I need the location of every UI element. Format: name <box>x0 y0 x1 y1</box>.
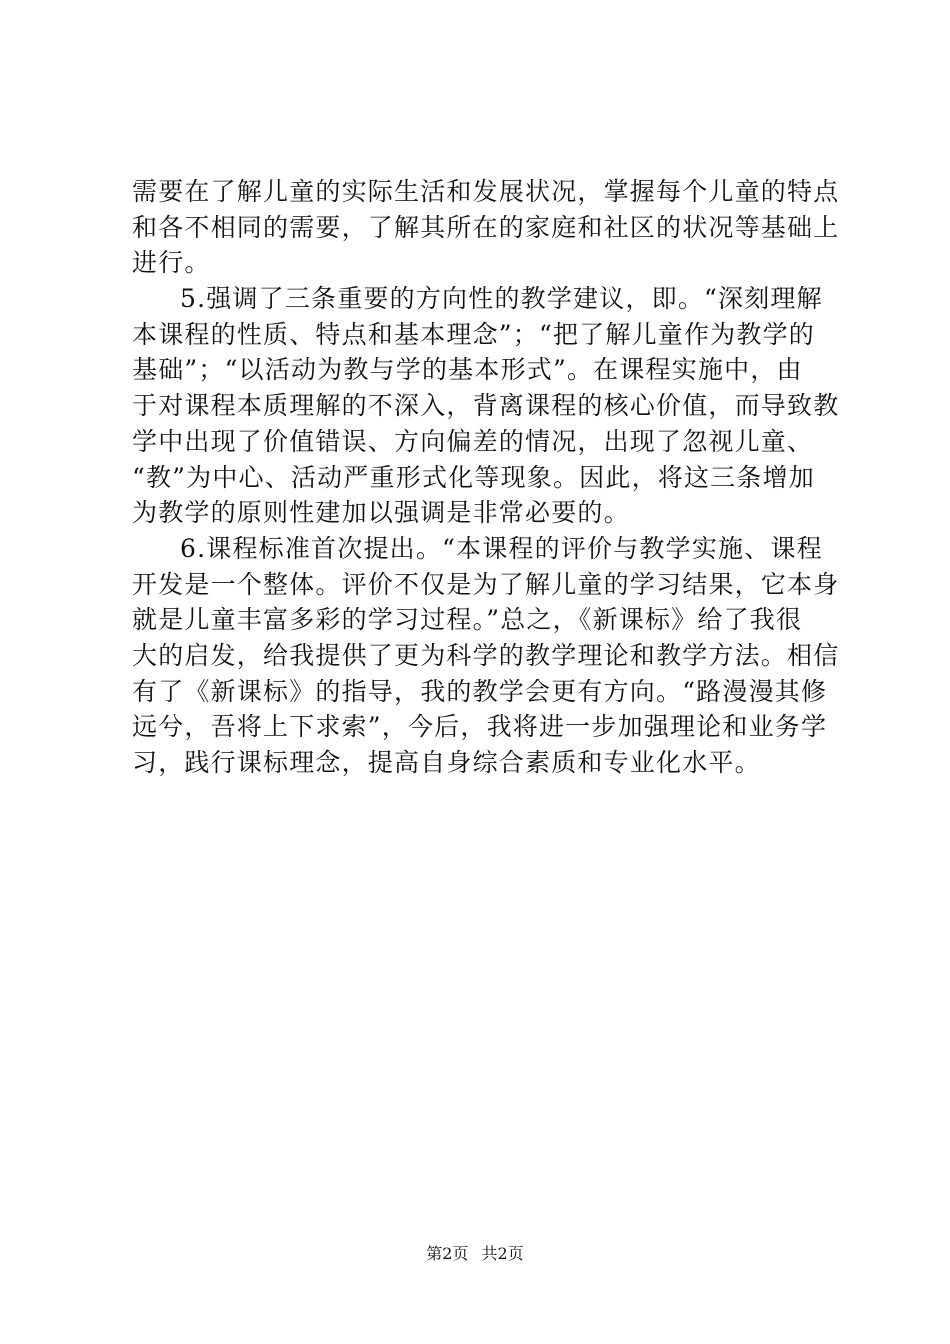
text-line: 和各不相同的需要，了解其所在的家庭和社区的状况等基础上 <box>132 212 840 242</box>
page-footer <box>0 1242 950 1266</box>
text-line: 开发是一个整体。评价不仅是为了解儿童的学习结果，它本身 <box>132 569 840 599</box>
document-body <box>132 174 840 781</box>
page-number: 第2页 <box>426 1244 469 1263</box>
text-line: 进行。 <box>132 248 211 278</box>
text-line: 就是儿童丰富多彩的学习过程。”总之，《新课标》给了我很 <box>132 605 803 635</box>
text-line: 本课程的性质、特点和基本理念”；“把了解儿童作为教学的 <box>132 319 815 349</box>
paragraph-start-line: 5.强调了三条重要的方向性的教学建议，即。“深刻理解 <box>180 284 823 314</box>
paragraph-start-line: 6.课程标准首次提出。“本课程的评价与教学实施、课程 <box>180 533 823 563</box>
page-total: 共2页 <box>481 1244 524 1263</box>
text-line: 于对课程本质理解的不深入，背离课程的核心价值，而导致教 <box>132 391 840 421</box>
text-line: 基础”；“以活动为教与学的基本形式”。在课程实施中，由 <box>132 355 803 385</box>
text-line: 学中出现了价值错误、方向偏差的情况，出现了忽视儿童、 <box>132 426 814 456</box>
text-line: 习，践行课标理念，提高自身综合素质和专业化水平。 <box>132 748 761 777</box>
text-line: 有了《新课标》的指导，我的教学会更有方向。“路漫漫其修 <box>132 676 828 706</box>
text-line: 需要在了解儿童的实际生活和发展状况，掌握每个儿童的特点 <box>132 177 840 206</box>
text-line: 大的启发，给我提供了更为科学的教学理论和教学方法。相信 <box>132 640 840 670</box>
text-line: “教”为中心、活动严重形式化等现象。因此，将这三条增加 <box>132 462 815 492</box>
text-line: 为教学的原则性建加以强调是非常必要的。 <box>132 498 630 528</box>
text-line: 远兮，吾将上下求索”，今后，我将进一步加强理论和业务学 <box>132 712 828 742</box>
